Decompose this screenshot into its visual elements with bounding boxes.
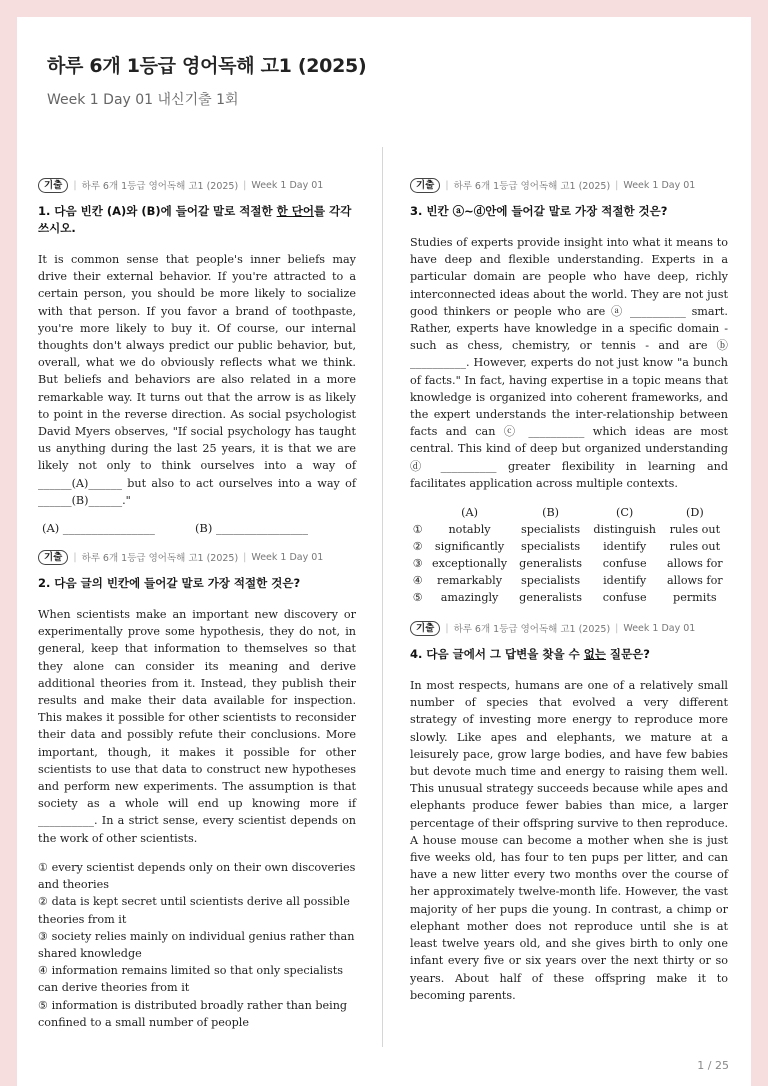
question-3-title: 3. 빈칸 ⓐ~ⓓ안에 들어갈 말로 가장 적절한 것은? (410, 204, 668, 218)
left-column (38, 177, 356, 1031)
page-number: 1 / 25 (697, 1059, 729, 1072)
page-subtitle: Week 1 Day 01 내신기출 1회 (47, 92, 239, 108)
choice-number: ④ (412, 574, 423, 588)
separator: | (445, 622, 449, 634)
option-2[interactable]: ② data is kept secret until scientists derive all possible theories from it (38, 895, 350, 926)
choice-row[interactable] (410, 572, 728, 589)
question-1-title-underlined: 한 단어 (276, 204, 314, 218)
table-cell: allows for (667, 557, 723, 571)
question-2-title: 2. 다음 글의 빈칸에 들어갈 말로 가장 적절한 것은? (38, 576, 301, 591)
header-cell: (B) (542, 506, 560, 520)
column-divider (382, 147, 383, 1047)
page-header (17, 17, 751, 142)
source-book: 하루 6개 1등급 영어독해 고1 (2025) (453, 624, 611, 636)
question-3-passage: Studies of experts provide insight into what it means to have deep and flexible understanding. Experts in a particular domain are people who have deep, richly interconnected ideas about the world. They are not just good thinkers or people who are ⓐ __________ smart. Rather, experts have knowledge in a specific domain - such as chess, chemistry, or tennis - and are ⓑ __________. However, experts do not just know "a bunch of facts." In fact, having expertise in a topic means that knowledge is organized into coherent frameworks, and the expert understands the inter-relationship between facts and can ⓒ __________ which ideas are most central. This kind of deep but organized understanding ⓓ __________ greater flexibility in learning and facilitates application across multiple contexts. (410, 236, 728, 490)
source-week: Week 1 Day 01 (251, 551, 324, 563)
question-source-line (38, 177, 356, 193)
option-1[interactable]: ① every scientist depends only on their own discoveries and theories (38, 860, 356, 892)
exam-tag: 기출 (38, 178, 68, 193)
table-cell: notably (448, 523, 491, 537)
question-1-title-text: 1. 다음 빈칸 (A)와 (B)에 들어갈 말로 적절한 (38, 204, 277, 218)
table-cell: generalists (519, 591, 582, 605)
separator: | (243, 551, 247, 563)
question-3-choice-table (410, 504, 728, 606)
option-5[interactable]: ⑤ information is distributed broadly rather than being confined to a small number of people (38, 998, 348, 1029)
answer-a-blank[interactable]: (A) ________________ (42, 521, 155, 536)
exam-tag: 기출 (410, 178, 440, 193)
choice-row[interactable] (410, 521, 728, 538)
table-cell: confuse (602, 591, 647, 605)
page-title: 하루 6개 1등급 영어독해 고1 (2025) (47, 55, 367, 77)
source-week: Week 1 Day 01 (623, 622, 696, 634)
answer-b-blank[interactable]: (B) ________________ (194, 521, 309, 536)
table-cell: specialists (520, 523, 581, 537)
table-cell: specialists (520, 540, 581, 554)
question-4-title-text-end: 질문은? (605, 647, 650, 662)
exam-tag: 기출 (410, 621, 440, 636)
separator: | (445, 179, 449, 191)
question-source-line (410, 620, 728, 636)
table-cell: generalists (519, 557, 582, 571)
source-week: Week 1 Day 01 (623, 179, 696, 191)
exam-tag: 기출 (38, 550, 68, 565)
question-1-answer-blanks (38, 521, 356, 535)
question-1-passage: It is common sense that people's inner beliefs may drive their external behavior. If you're attracted to a certain person, you should be more likely to socialize with that person. If you favor a brand of toothpaste, you're more likely to buy it. Of course, our internal thoughts don't always predict our public behavior, but, overall, what we do obviously reflects what we think. But beliefs and behaviors are also related in a more remarkable way. It turns out that the arrow is as likely to point in the reverse direction. As social psychologist David Myers observes, "If social psychology has taught us anything during the last 25 years, it is that we are likely not only to think ourselves into a way of ______(A)______ but also to act ourselves into a way of ______(B)______." (38, 253, 356, 507)
separator: | (615, 622, 619, 634)
choice-number: ③ (412, 557, 423, 571)
table-cell: identify (603, 574, 647, 588)
question-4-title-text: 4. 다음 글에서 그 답변을 찾을 수 (410, 647, 584, 662)
question-2-options (38, 859, 356, 1031)
source-book: 하루 6개 1등급 영어독해 고1 (2025) (81, 553, 239, 565)
table-cell: specialists (520, 574, 581, 588)
right-column (410, 177, 728, 1004)
table-cell: significantly (434, 540, 505, 554)
separator: | (615, 179, 619, 191)
source-book: 하루 6개 1등급 영어독해 고1 (2025) (81, 181, 239, 192)
question-source-line (410, 177, 728, 193)
page-sheet (17, 17, 751, 1086)
question-1-title-text-end: 를 각각 쓰시오. (38, 204, 352, 235)
choice-number: ⑤ (412, 591, 423, 605)
table-cell: identify (603, 540, 647, 554)
choice-number: ② (412, 540, 423, 554)
separator: | (243, 179, 247, 191)
question-4-passage: In most respects, humans are one of a relatively small number of species that evolved a very different strategy of investing more energy to reproduce more slowly. Like apes and elephants, we mature at a leisurely pace, grow large bodies, and have few babies but devote much time and energy to raising them well. This unusual strategy succeeds because while apes and elephants produce fewer babies than mice, a larger percentage of their offspring survive to then reproduce. A house mouse can become a mother when she is just five weeks old, has four to ten pups per litter, and can have a new litter every two months over the course of her approximately twelve-month life. However, the vast majority of her pups die young. In contrast, a chimp or elephant mother does not reproduce until she is at least twelve years old, and she gives birth to only one infant every five or six years over the next thirty or so years. About half of these offspring make it to becoming parents. (410, 679, 728, 1002)
choice-table-header (410, 504, 728, 521)
question-4-title-underlined: 없는 (583, 647, 606, 662)
question-source-line (38, 549, 356, 565)
choice-row[interactable] (410, 589, 728, 606)
table-cell: allows for (667, 574, 723, 588)
table-cell: rules out (669, 523, 721, 537)
table-cell: permits (673, 591, 717, 605)
table-cell: distinguish (593, 523, 656, 537)
table-cell: remarkably (436, 574, 503, 588)
table-cell: exceptionally (431, 557, 508, 571)
separator: | (73, 179, 77, 191)
source-week: Week 1 Day 01 (251, 179, 324, 191)
separator: | (73, 551, 77, 563)
option-3[interactable]: ③ society relies mainly on individual genius rather than shared knowledge (38, 929, 355, 960)
source-book: 하루 6개 1등급 영어독해 고1 (2025) (453, 181, 611, 192)
header-cell: (D) (685, 506, 704, 520)
table-cell: rules out (669, 540, 721, 554)
question-2-passage: When scientists make an important new discovery or experimentally prove some hypothesis, they do not, in general, keep that information to themselves so that they alone can consider its meaning and derive additional theories from it. Instead, they publish their results and make their data available for inspection. This makes it possible for other scientists to reconsider their data and possibly refute their conclusions. More important, though, it makes it possible for other scientists to use that data to construct new hypotheses and perform new experiments. The assumption is that society as a whole will end up knowing more if __________. In a strict sense, every scientist depends on the work of other scientists. (38, 608, 356, 845)
choice-number: ① (412, 523, 423, 537)
table-cell: confuse (602, 557, 647, 571)
header-cell: (A) (461, 506, 478, 520)
choice-row[interactable] (410, 538, 728, 555)
header-cell (410, 504, 426, 521)
option-4[interactable]: ④ information remains limited so that only specialists can derive theories from it (38, 964, 343, 995)
choice-row[interactable] (410, 555, 728, 572)
header-cell: (C) (616, 506, 634, 520)
table-cell: amazingly (440, 591, 499, 605)
question-4-title (410, 646, 728, 663)
question-1-title (38, 203, 356, 237)
